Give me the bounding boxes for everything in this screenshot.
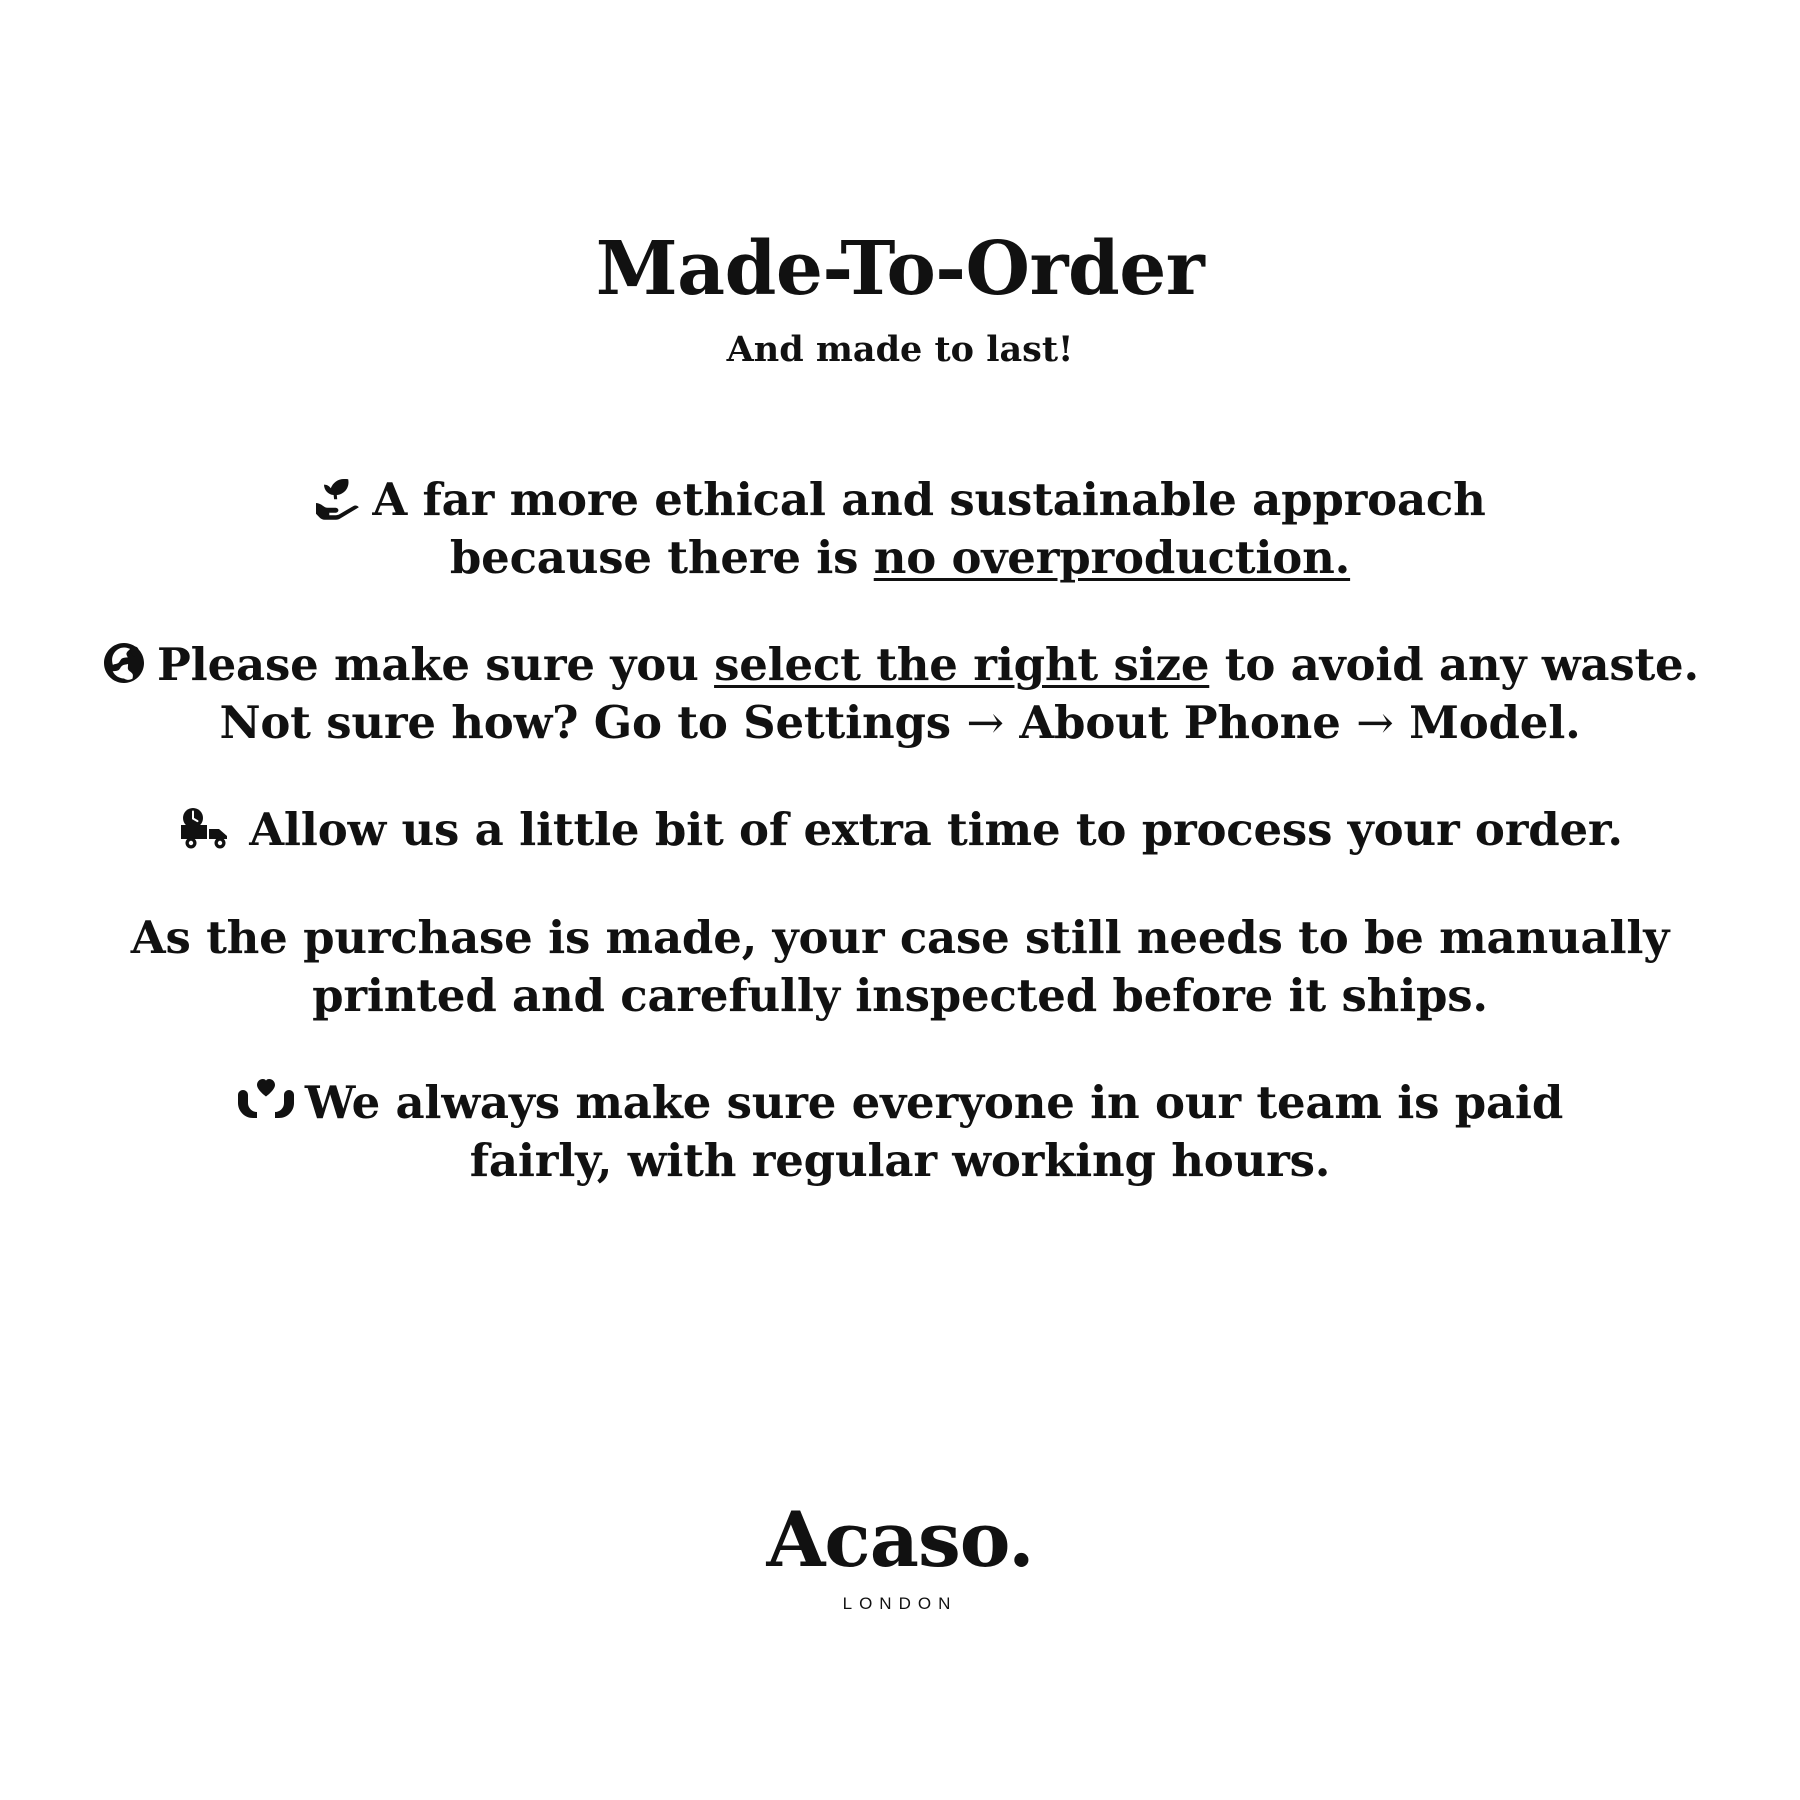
- globe-heart-icon: [101, 640, 147, 686]
- benefit-item-processing-time: [60, 801, 1740, 859]
- benefit-item-5-line1: We always make sure everyone in our team is paid: [304, 1076, 1564, 1130]
- arrow-right-icon-2: →: [1356, 695, 1394, 749]
- brand-location: LONDON: [842, 1594, 958, 1613]
- benefit-item-4-line1: As the purchase is made, your case still needs to be manually: [130, 910, 1670, 964]
- benefit-item-2-line1-post: to avoid any waste.: [1209, 638, 1699, 692]
- benefit-item-manual-inspection: [60, 909, 1740, 1024]
- plant-in-hand-icon: [314, 477, 362, 521]
- benefit-item-2-line1-pre: Please make sure you: [157, 638, 715, 692]
- arrow-right-icon-1: →: [966, 695, 1004, 749]
- brand-logo: Acaso.: [766, 1495, 1034, 1584]
- benefit-item-3-line1: Allow us a little bit of extra time to process your order.: [249, 803, 1623, 857]
- benefit-item-1-line1: A far more ethical and sustainable approach: [372, 473, 1486, 526]
- heart-in-hands-icon: [237, 1078, 295, 1124]
- delivery-truck-clock-icon: [177, 807, 239, 851]
- benefit-item-2-emphasis: select the right size: [714, 638, 1210, 692]
- benefit-item-1-emphasis: no overproduction.: [873, 530, 1351, 584]
- benefit-item-size-selection: [60, 636, 1740, 751]
- page-title: Made-To-Order: [595, 226, 1205, 312]
- benefit-item-fair-pay: [60, 1074, 1740, 1189]
- page-subtitle: And made to last!: [726, 329, 1074, 370]
- benefit-item-4-line2: printed and carefully inspected before it ships.: [312, 968, 1488, 1022]
- benefit-item-2-line2-mid: About Phone: [1003, 695, 1357, 749]
- benefit-item-1-line2-pre: because there is: [449, 530, 874, 584]
- benefit-item-2-line2-post: Model.: [1393, 695, 1581, 749]
- benefit-list: [60, 471, 1740, 1239]
- benefit-item-5-line2: fairly, with regular working hours.: [469, 1133, 1331, 1187]
- benefit-item-sustainability: [60, 471, 1740, 586]
- benefit-item-2-line2-pre: Not sure how? Go to Settings: [219, 695, 967, 749]
- brand-footer: [0, 1495, 1800, 1614]
